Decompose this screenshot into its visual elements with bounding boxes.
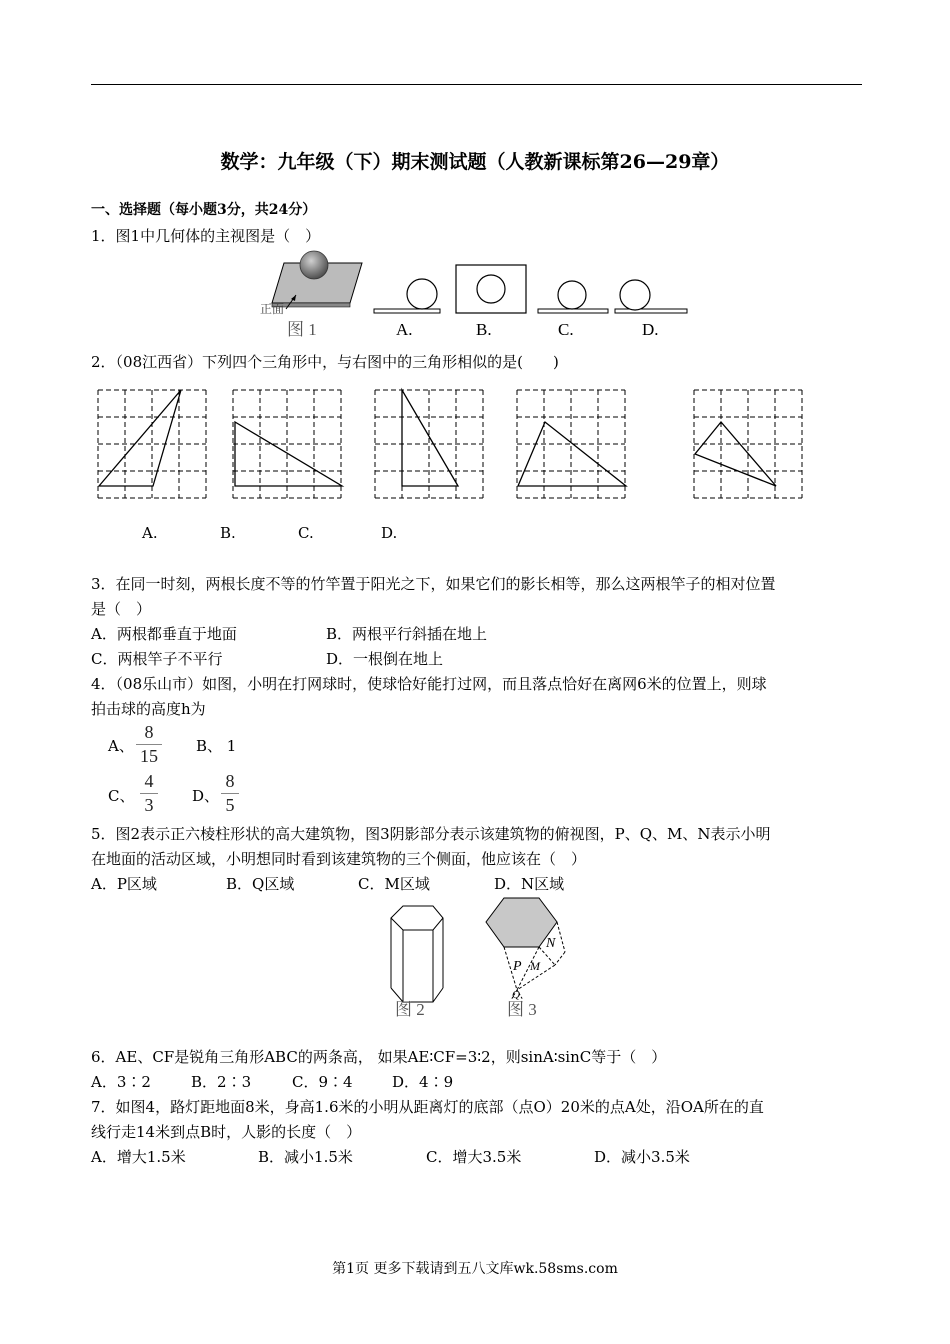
q3-option-a: A．两根都垂直于地面 (91, 625, 237, 643)
option-c-ground (538, 309, 608, 313)
q6-option-a: A．3∶2 (91, 1073, 151, 1091)
q1-stem: 1．图1中几何体的主视图是（ ） (91, 227, 321, 245)
option-a-circle (407, 279, 437, 309)
q5-option-d: D．N区域 (494, 875, 565, 893)
q2-stem: 2．（08江西省）下列四个三角形中，与右图中的三角形相似的是( ) (91, 353, 559, 371)
fraction-numerator: 8 (225, 771, 235, 791)
option-d-circle (620, 280, 650, 310)
q5-stem-line1: 5．图2表示正六棱柱形状的高大建筑物，图3阴影部分表示该建筑物的俯视图，P、Q、M、N表示小明 (91, 825, 771, 843)
q2-option-d: D. (381, 524, 398, 542)
q4-option-c-fraction (140, 771, 158, 816)
q4-option-a-label: A、 (108, 737, 134, 755)
q6-option-c: C．9∶4 (292, 1073, 353, 1091)
triangle-c (402, 390, 458, 486)
q7-option-b: B．减小1.5米 (258, 1148, 353, 1166)
q6-stem: 6．AE、CF是锐角三角形ABC的两条高， 如果AE∶CF=3∶2，则sinA∶sinC等于（ ） (91, 1048, 667, 1066)
q6-option-b: B．2∶3 (191, 1073, 252, 1091)
q2-option-c: C. (298, 524, 314, 542)
fraction-numerator: 4 (144, 771, 154, 791)
q7-stem-line1: 7．如图4，路灯距地面8米，身高1.6米的小明从距离灯的底部（点O）20米的点A处，沿OA所在的直 (91, 1098, 764, 1116)
fraction-bar (221, 793, 239, 794)
q1-option-b: B. (476, 320, 492, 339)
section-heading: 一、选择题（每小题3分，共24分） (91, 202, 317, 218)
dashed-grid (233, 390, 341, 498)
region-m-label: M (530, 959, 540, 973)
option-d-ground (615, 309, 687, 313)
fraction-denominator: 5 (225, 795, 235, 815)
triangle-b (235, 422, 342, 486)
q3-stem-line1: 3．在同一时刻，两根长度不等的竹竿置于阳光之下，如果它们的影长相等，那么这两根竿子的相对位置 (91, 575, 776, 593)
q3-stem-line2: 是（ ） (91, 600, 152, 618)
q7-option-a: A．增大1.5米 (91, 1148, 186, 1166)
dashed-grid (375, 390, 483, 498)
fraction-bar (136, 744, 162, 745)
page-footer: 第1页 更多下载请到五八文库wk.58sms.com (332, 1261, 618, 1277)
fig1-label: 图 1 (287, 320, 317, 339)
q2-option-b: B. (220, 524, 236, 542)
fraction-numerator: 8 (144, 722, 154, 742)
q4-stem-line1: 4．（08乐山市）如图，小明在打网球时，使球恰好能打过网，而且落点恰好在离网6米的位置上，则球 (91, 675, 767, 693)
fig2-label: 图 2 (395, 1000, 425, 1019)
front-label: 正面 (260, 302, 285, 316)
q5-option-a: A．P区域 (91, 875, 157, 893)
q3-option-b: B．两根平行斜插在地上 (326, 625, 488, 643)
q2-figure (90, 383, 820, 523)
prism-top (391, 906, 443, 930)
fraction-denominator: 3 (144, 795, 154, 815)
q4-option-b: B、 1 (196, 737, 237, 755)
option-a-ground (374, 309, 440, 313)
dashed-grid (517, 390, 625, 498)
q4-option-d-label: D、 (192, 787, 220, 805)
sphere-shape (300, 251, 328, 279)
region-q-label: Q (512, 989, 520, 1001)
q3-option-d: D．一根倒在地上 (326, 650, 444, 668)
fraction-bar (140, 793, 158, 794)
option-c-circle (558, 281, 586, 309)
q7-option-d: D．减小3.5米 (594, 1148, 690, 1166)
q4-option-a-fraction (136, 722, 162, 767)
extension-line (555, 952, 565, 965)
q1-option-d: D. (642, 320, 659, 339)
triangle-reference (695, 422, 776, 486)
q1-figure (250, 243, 700, 343)
dashed-grid (694, 390, 802, 498)
q5-stem-line2: 在地面的活动区域，小明想同时看到该建筑物的三个侧面，他应该在（ ） (91, 850, 587, 868)
page-title: 数学：九年级（下）期末测试题（人教新课标第26—29章） (220, 151, 730, 173)
q1-option-a: A. (396, 320, 413, 339)
q6-option-d: D．4∶9 (392, 1073, 454, 1091)
dashed-grid (98, 390, 206, 498)
q7-stem-line2: 线行走14米到点B时，人影的长度（ ） (91, 1123, 362, 1141)
q1-option-c: C. (558, 320, 574, 339)
fig3-label: 图 3 (507, 1000, 537, 1019)
option-b-circle (477, 275, 505, 303)
top-rule (91, 84, 862, 85)
q2-option-a: A. (142, 524, 158, 542)
extension-line (557, 922, 565, 952)
q5-option-b: B．Q区域 (226, 875, 295, 893)
q4-option-c-label: C、 (108, 787, 135, 805)
triangle-d (518, 422, 626, 486)
q3-option-c: C．两根竿子不平行 (91, 650, 223, 668)
q4-stem-line2: 拍击球的高度h为 (91, 700, 206, 718)
q5-option-c: C．M区域 (358, 875, 430, 893)
triangle-a (99, 390, 181, 486)
region-n-label: N (546, 936, 556, 951)
q4-option-d-fraction (221, 771, 239, 816)
fraction-denominator: 15 (140, 746, 158, 766)
q5-figures (375, 890, 595, 1025)
region-p-label: P (513, 959, 522, 974)
q7-option-c: C．增大3.5米 (426, 1148, 522, 1166)
